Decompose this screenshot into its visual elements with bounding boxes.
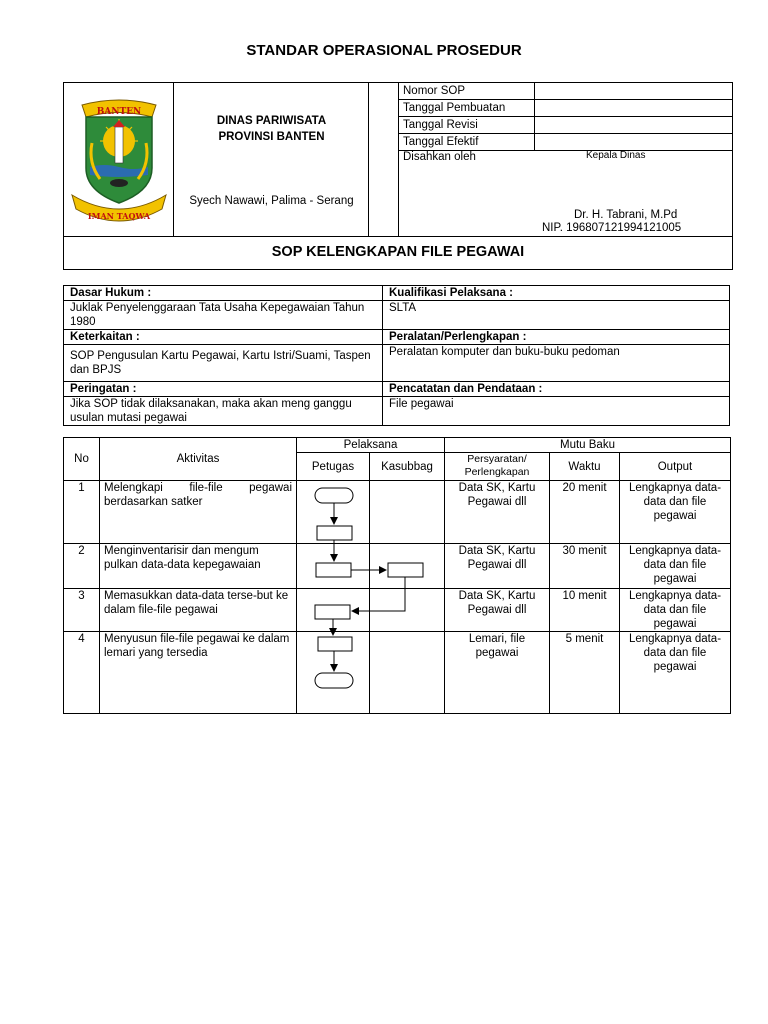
col-header-no: No <box>64 438 100 481</box>
meta-value <box>535 117 733 134</box>
document-title: STANDAR OPERASIONAL PROSEDUR <box>246 42 522 59</box>
peringatan-value: Jika SOP tidak dilaksanakan, maka akan meng ganggu usulan mutasi pegawai <box>64 397 383 426</box>
row-no: 3 <box>64 589 100 632</box>
row-waktu: 20 menit <box>550 481 620 544</box>
row-output: Lengkapnya data-data dan file pegawai <box>620 632 731 714</box>
kualifikasi-label: Kualifikasi Pelaksana : <box>383 286 730 301</box>
peringatan-label: Peringatan : <box>64 382 383 397</box>
sop-meta-table <box>398 83 732 237</box>
dinas-name <box>174 113 369 145</box>
kepala-dinas-label: Kepala Dinas <box>586 150 646 161</box>
peralatan-value: Peralatan komputer dan buku-buku pedoman <box>383 345 730 382</box>
meta-label: Tanggal Efektif <box>399 134 535 151</box>
row-kasubbag <box>370 632 445 714</box>
meta-value <box>535 100 733 117</box>
logo-cell <box>64 83 174 236</box>
activity-table <box>63 437 731 714</box>
table-row <box>64 544 731 589</box>
table-row <box>64 481 731 544</box>
signer-nip: NIP. 196807121994121005 <box>542 222 682 234</box>
row-output: Lengkapnya data-data dan file pegawai <box>620 544 731 589</box>
row-no: 4 <box>64 632 100 714</box>
table-row <box>64 589 731 632</box>
row-aktivitas: Menginventarisir dan mengum pulkan data-data kepegawaian <box>100 544 297 589</box>
row-aktivitas: Menyusun file-file pegawai ke dalam lemari yang tersedia <box>100 632 297 714</box>
row-kasubbag <box>370 544 445 589</box>
col-header-petugas: Petugas <box>297 453 370 481</box>
dasar-hukum-value: Juklak Penyelenggaraan Tata Usaha Kepegawaian Tahun 1980 <box>64 301 383 330</box>
banten-emblem-icon <box>64 83 174 236</box>
table-row <box>64 632 731 714</box>
kualifikasi-value: SLTA <box>383 301 730 330</box>
row-petugas <box>297 589 370 632</box>
dinas-address: Syech Nawawi, Palima - Serang <box>189 195 354 207</box>
meta-value <box>535 134 733 151</box>
col-header-mutu-baku: Mutu Baku <box>445 438 731 453</box>
dinas-line-1: DINAS PARIWISATA <box>216 115 327 127</box>
row-kasubbag <box>370 589 445 632</box>
col-header-persyaratan: Persyaratan/ Perlengkapan <box>445 453 550 481</box>
row-no: 2 <box>64 544 100 589</box>
pencatatan-value: File pegawai <box>383 397 730 426</box>
col-header-pelaksana: Pelaksana <box>297 438 445 453</box>
row-persyaratan: Lemari, file pegawai <box>445 632 550 714</box>
logo-text-bottom: IMAN TAQWA <box>87 211 151 221</box>
dinas-line-2: PROVINSI BANTEN <box>218 131 325 143</box>
meta-label: Disahkan oleh <box>399 151 733 238</box>
row-no: 1 <box>64 481 100 544</box>
row-aktivitas: Melengkapi file-file pegawai berdasarkan satker <box>100 481 297 544</box>
row-aktivitas: Memasukkan data-data terse-but ke dalam file-file pegawai <box>100 589 297 632</box>
meta-label: Nomor SOP <box>399 83 535 100</box>
row-output: Lengkapnya data-data dan file pegawai <box>620 589 731 632</box>
col-header-output: Output <box>620 453 731 481</box>
signer-name: Dr. H. Tabrani, M.Pd <box>574 209 678 221</box>
row-persyaratan: Data SK, Kartu Pegawai dll <box>445 544 550 589</box>
row-kasubbag <box>370 481 445 544</box>
row-petugas <box>297 632 370 714</box>
meta-label: Tanggal Revisi <box>399 117 535 134</box>
header-block <box>63 82 733 270</box>
info-table <box>63 285 730 426</box>
meta-label: Tanggal Pembuatan <box>399 100 535 117</box>
row-output: Lengkapnya data-data dan file pegawai <box>620 481 731 544</box>
dinas-cell <box>174 83 369 236</box>
row-petugas <box>297 544 370 589</box>
peralatan-label: Peralatan/Perlengkapan : <box>383 330 730 345</box>
row-petugas <box>297 481 370 544</box>
meta-value <box>535 83 733 100</box>
sop-title: SOP KELENGKAPAN FILE PEGAWAI <box>64 236 732 270</box>
keterkaitan-label: Keterkaitan : <box>64 330 383 345</box>
col-header-kasubbag: Kasubbag <box>370 453 445 481</box>
keterkaitan-value: SOP Pengusulan Kartu Pegawai, Kartu Istri/Suami, Taspen dan BPJS <box>64 345 383 382</box>
col-header-aktivitas: Aktivitas <box>100 438 297 481</box>
row-persyaratan: Data SK, Kartu Pegawai dll <box>445 589 550 632</box>
row-waktu: 30 menit <box>550 544 620 589</box>
pencatatan-label: Pencatatan dan Pendataan : <box>383 382 730 397</box>
dasar-hukum-label: Dasar Hukum : <box>64 286 383 301</box>
logo-text-top: BANTEN <box>96 107 142 117</box>
row-waktu: 10 menit <box>550 589 620 632</box>
row-waktu: 5 menit <box>550 632 620 714</box>
row-persyaratan: Data SK, Kartu Pegawai dll <box>445 481 550 544</box>
col-header-waktu: Waktu <box>550 453 620 481</box>
